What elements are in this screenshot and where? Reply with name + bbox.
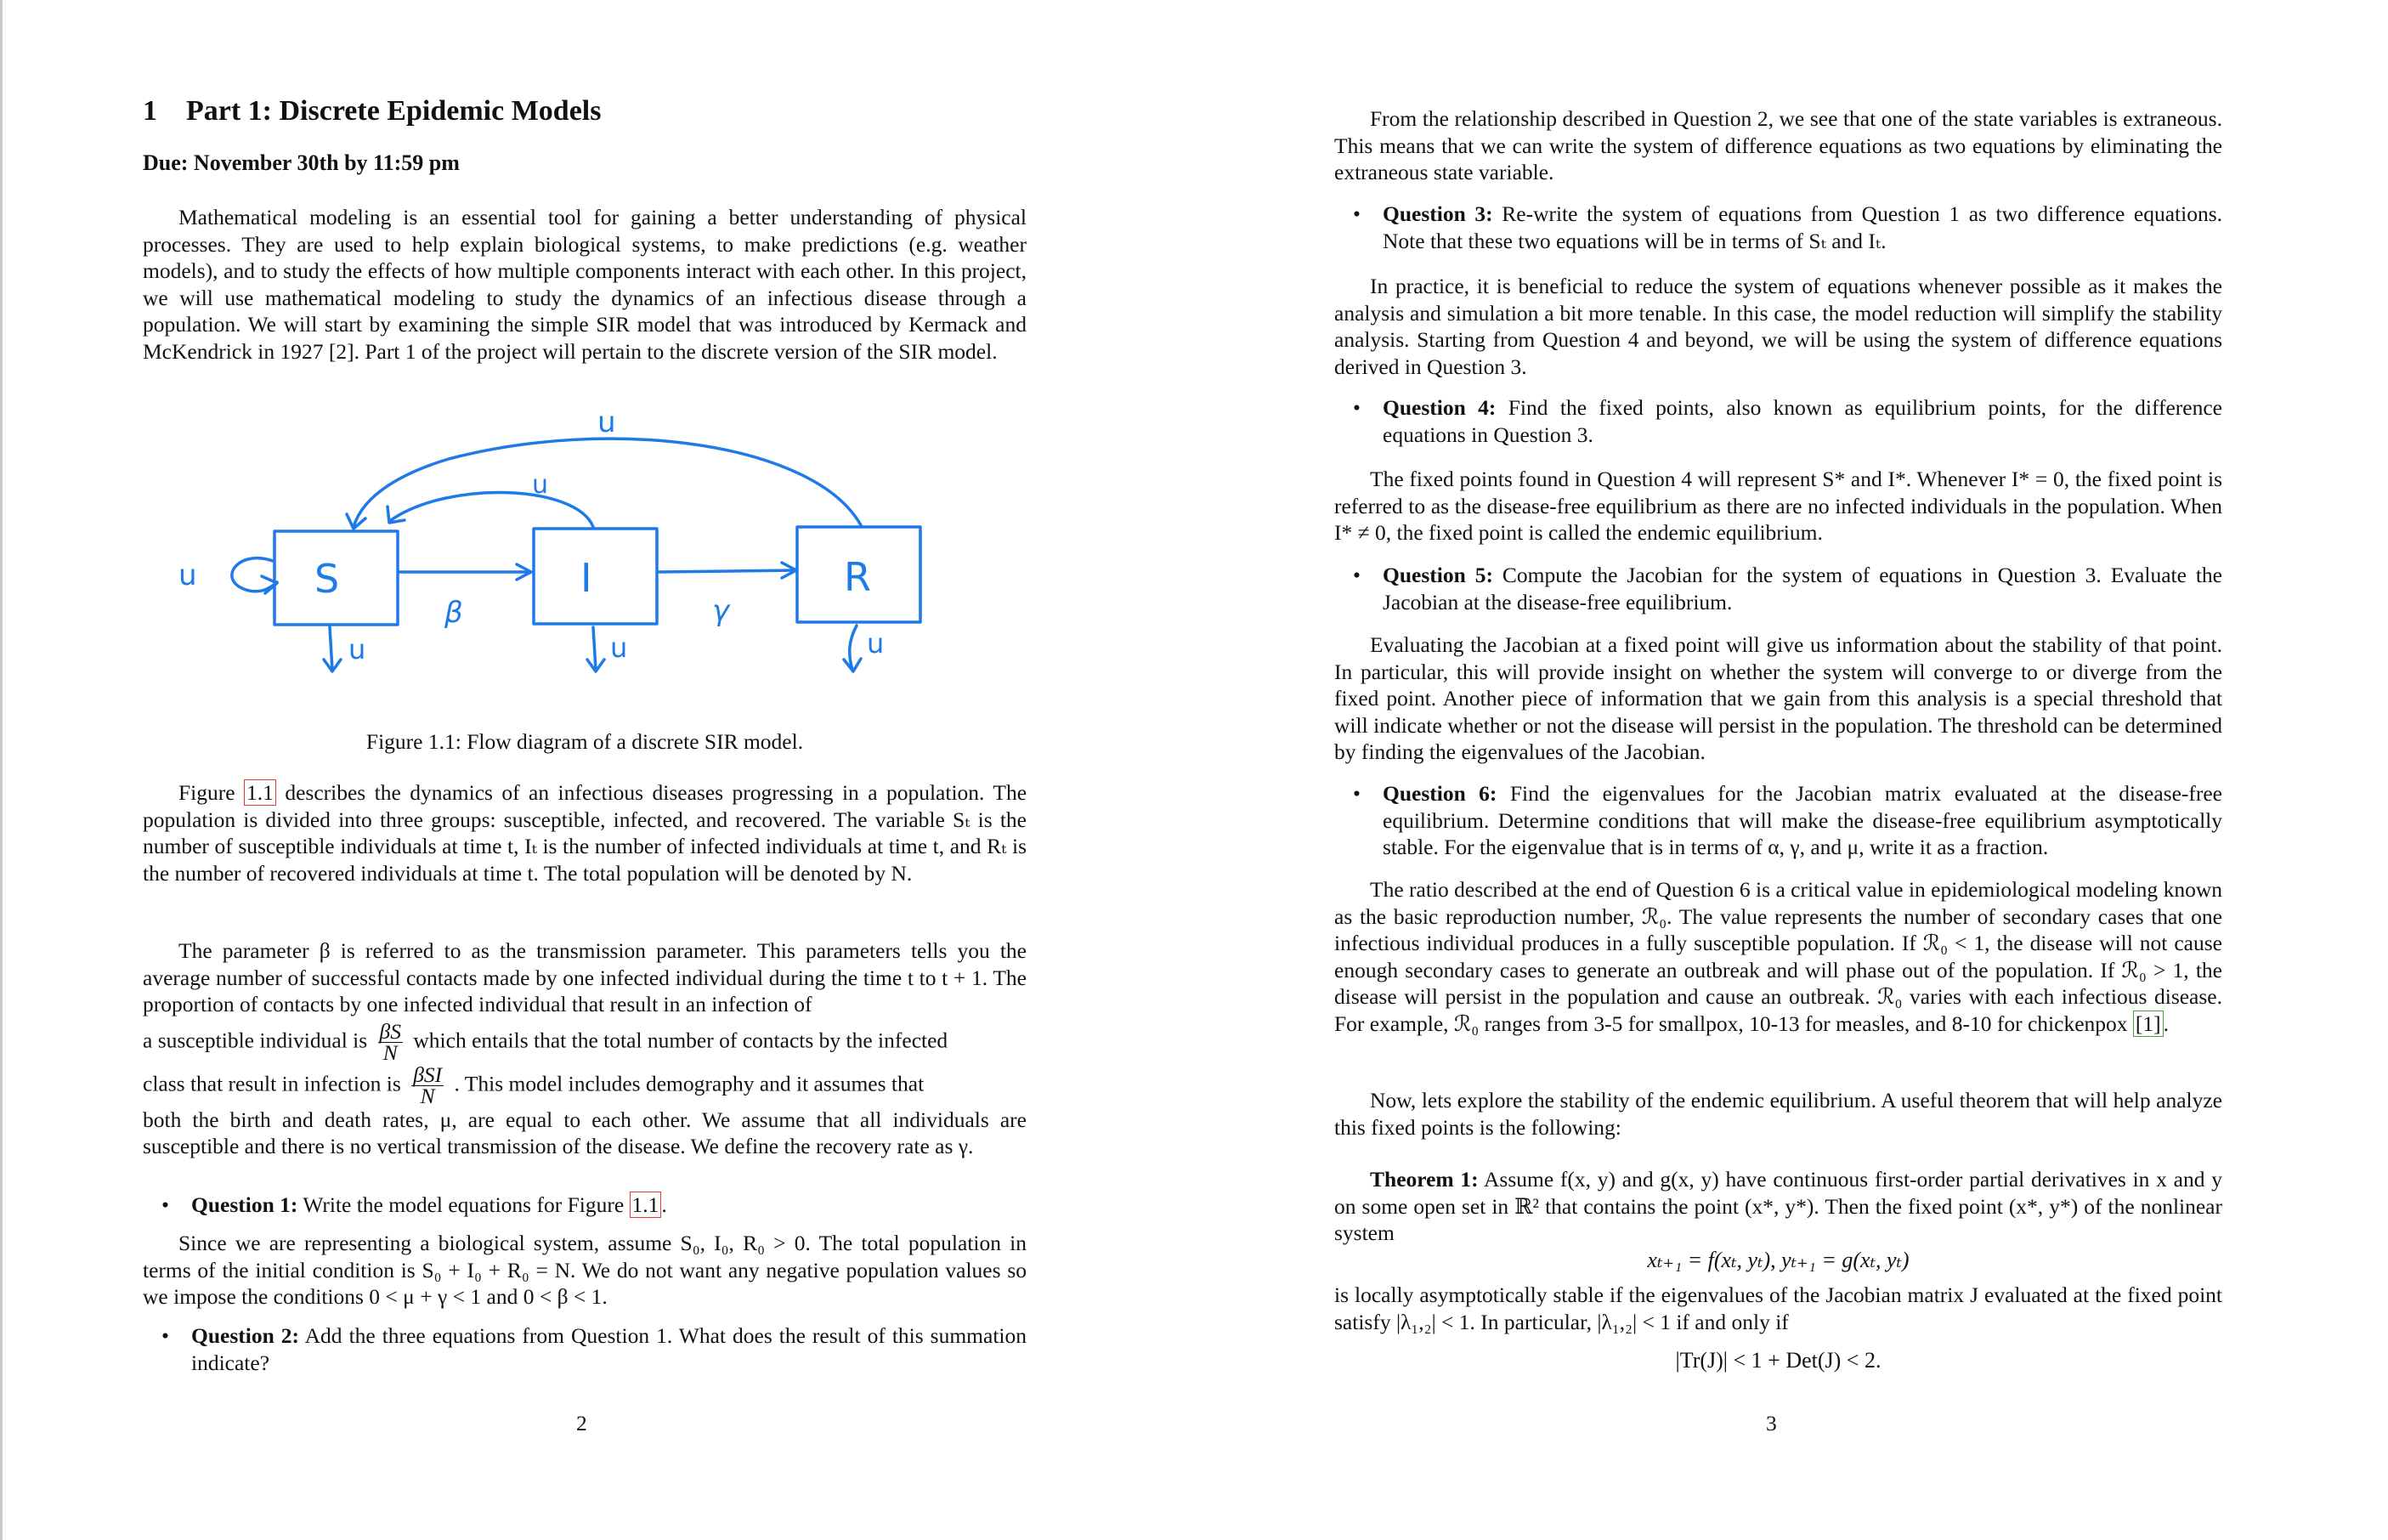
extraneous-paragraph: From the relationship described in Question 2, we see that one of the state variables is extraneous. This means that we can write the system of difference equations as two equations by eliminating the extraneous state variable.: [1334, 106, 2222, 184]
section-heading: [143, 95, 601, 127]
label-beta: β: [444, 596, 463, 630]
transmission-line-1: The parameter β is referred to as the transmission parameter. This parameters tells you the average number of successful contacts made by one infected individual during the time t to t + 1. The proportion of contacts by one infected individual that result in an infection of: [143, 938, 1027, 1016]
fixed-points-paragraph-block: [1334, 466, 2222, 546]
page-3: [1190, 0, 2388, 1540]
question-2: [143, 1322, 1027, 1376]
label-mu-mid: u: [532, 470, 549, 500]
stability-paragraph: is locally asymptotically stable if the eigenvalues of the Jacobian matrix J evaluated at the fixed point satisfy |λ₁,₂| < 1. In particular, |λ₁,₂| < 1 if and only if: [1334, 1282, 2222, 1334]
positivity-paragraph-block: [143, 1230, 1027, 1311]
q5-text: Compute the Jacobian for the system of equations in Question 3. Evaluate the Jacobian at the disease-free equilibrium.: [1383, 563, 2223, 614]
figure-ref-link[interactable]: 1.1: [244, 779, 276, 806]
citation-1-link[interactable]: [1]: [2133, 1011, 2164, 1037]
theorem-block: [1334, 1166, 2222, 1247]
q4-label: Question 4:: [1383, 395, 1497, 420]
label-s: S: [314, 556, 340, 602]
figure-description-text: describes the dynamics of an infectious diseases progressing in a population. The population is divided into three groups: susceptible, infected, and recovered. The variable Sₜ is the number of susceptible individuals at time t, Iₜ is the number of infected individuals at time t, and Rₜ is the number of recovered individuals at time t. The total population will be denoted by N.: [143, 780, 1027, 886]
intro-paragraph-block: [143, 204, 1027, 365]
figure-ref-prefix: Figure: [178, 780, 235, 805]
figure-description-block: [143, 779, 1027, 886]
theorem-paragraph: [1334, 1166, 2222, 1247]
question-4: [1334, 394, 2222, 448]
r0-text: The ratio described at the end of Question 6 is a critical value in epidemiological modeling known as the basic reproduction number, ℛ₀. The value represents the number of secondary cases that one infectious individual produces in a fully susceptible population. If ℛ₀ < 1, the disease will not cause enough secondary cases to generate an outbreak and will phase out of the population. If ℛ₀ > 1, the disease will persist in the population and cause an outbreak. ℛ₀ varies with each infectious disease. For example, ℛ₀ ranges from 3-5 for smallpox, 10-13 for measles, and 8-10 for chickenpox: [1334, 877, 2222, 1036]
q6-label: Question 6:: [1383, 781, 1497, 806]
box-i: [534, 529, 657, 624]
fraction-beta-s: [378, 1018, 403, 1065]
difference-system-equation: xₜ₊₁ = f(xₜ, yₜ), yₜ₊₁ = g(xₜ, yₜ): [1647, 1248, 1910, 1272]
frac1-numerator: βS: [379, 1018, 401, 1044]
section-title: Part 1: Discrete Epidemic Models: [186, 95, 602, 127]
label-mu-birth: u: [178, 558, 197, 592]
stability-paragraph-block: [1334, 1282, 2222, 1335]
bullet-dot: •: [161, 1192, 169, 1217]
bullet-dot: •: [1353, 395, 1361, 420]
jury-condition-equation: |Tr(J)| < 1 + Det(J) < 2.: [1675, 1348, 1882, 1373]
positivity-paragraph: Since we are representing a biological system, assume S₀, I₀, R₀ > 0. The total population in terms of the initial condition is S₀ + I₀ + R₀ = N. We do not want any negative population values so we impose the conditions 0 < μ + γ < 1 and 0 < β < 1.: [143, 1231, 1027, 1309]
question-3: [1334, 201, 2222, 254]
transmission-line-3: [143, 1062, 1027, 1108]
frac2-denominator: N: [420, 1083, 435, 1108]
transmission-paragraph: [143, 937, 1027, 1160]
q3-text: Re-write the system of equations from Question 1 as two difference equations. Note that these two equations will be in terms of Sₜ and Iₜ.: [1383, 201, 2222, 253]
question-5: [1334, 562, 2222, 615]
figure-caption: Figure 1.1: Flow diagram of a discrete SIR model.: [365, 729, 804, 754]
q3-label: Question 3:: [1383, 201, 1493, 226]
bullet-dot: •: [1353, 563, 1361, 587]
label-mu-top: u: [597, 405, 616, 439]
due-date: Due: November 30th by 11:59 pm: [143, 150, 460, 175]
fraction-beta-si: [411, 1062, 444, 1108]
q2-label: Question 2:: [191, 1323, 300, 1348]
theorem-text: Assume f(x, y) and g(x, y) have continuous first-order partial derivatives in x and y on some open set in ℝ² that contains the point (x*, y*). Then the fixed point (x*, y*) of the nonlinear system: [1334, 1167, 2222, 1245]
figure-description: [143, 779, 1027, 886]
question-6: [1334, 780, 2222, 861]
q5-label: Question 5:: [1383, 563, 1493, 587]
extraneous-paragraph-block: [1334, 105, 2222, 186]
endemic-paragraph-block: [1334, 1087, 2222, 1141]
intro-paragraph: Mathematical modeling is an essential tool for gaining a better understanding of physical processes. They are used to help explain biological systems, to make predictions (e.g. weather models), and to study the effects of how multiple components interact with each other. In this project, we will use mathematical modeling to study the dynamics of an infectious disease through a population. We will start by examining the simple SIR model that was introduced by Kermack and McKendrick in 1927 [2]. Part 1 of the project will pertain to the discrete version of the SIR model.: [143, 205, 1027, 364]
r0-paragraph: [1334, 876, 2222, 1037]
label-i: I: [580, 555, 592, 601]
bullet-dot: •: [161, 1323, 169, 1348]
transmission-line-4: both the birth and death rates, μ, are equal to each other. We assume that all individuals are susceptible and there is no vertical transmission of the disease. We define the recovery rate as γ.: [143, 1107, 1027, 1158]
page-2: [3, 0, 1188, 1540]
bullet-dot: •: [1353, 201, 1361, 226]
transmission-text-a: a susceptible individual is: [143, 1027, 368, 1052]
q4-text: Find the fixed points, also known as equilibrium points, for the difference equations in Question 3.: [1383, 395, 2222, 447]
q6-text: Find the eigenvalues for the Jacobian matrix evaluated at the disease-free equilibrium. Determine conditions that will make the disease-free equilibrium asymptotically stable. For the eigenvalue that is in terms of α, γ, and μ, write it as a fraction.: [1383, 781, 2222, 859]
q1-label: Question 1:: [191, 1192, 298, 1217]
label-mu-s: u: [348, 633, 366, 665]
r0-end: .: [2163, 1011, 2170, 1036]
jacobian-paragraph: Evaluating the Jacobian at a fixed point will give us information about the stability of that point. In particular, this will provide insight on whether the system will converge to or diverge from the fixed point. Another piece of information that we gain from this analysis is a special threshold that will indicate whether or not the disease will persist in the population. The threshold can be determined by finding the eigenvalues of the Jacobian.: [1334, 632, 2222, 764]
r0-paragraph-block: [1334, 876, 2222, 1037]
section-number: 1: [143, 95, 157, 127]
practice-paragraph: In practice, it is beneficial to reduce the system of equations whenever possible as it makes the analysis and simulation a bit more tenable. In this case, the model reduction will simplify the stability analysis. Starting from Question 4 and beyond, we will be using the system of difference equations derived in Question 3.: [1334, 274, 2222, 379]
sir-flow-diagram: [168, 399, 933, 688]
label-r: R: [844, 554, 871, 600]
label-gamma: γ: [712, 594, 730, 628]
q2-text: Add the three equations from Question 1. What does the result of this summation indicate?: [191, 1323, 1027, 1375]
endemic-paragraph: Now, lets explore the stability of the endemic equilibrium. A useful theorem that will help analyze this fixed points is the following:: [1334, 1088, 2222, 1140]
jacobian-paragraph-block: [1334, 631, 2222, 766]
label-mu-r: u: [867, 627, 885, 660]
q1-text: Write the model equations for Figure: [303, 1192, 625, 1217]
q1-figure-ref-link[interactable]: 1.1: [630, 1192, 662, 1218]
label-mu-i: u: [610, 631, 628, 664]
page-number: 2: [576, 1411, 587, 1435]
fixed-points-paragraph: The fixed points found in Question 4 will represent S* and I*. Whenever I* = 0, the fixed point is referred to as the disease-free equilibrium as there are no infected individuals in the population. When I* ≠ 0, the fixed point is called the endemic equilibrium.: [1334, 467, 2222, 545]
frac1-denominator: N: [382, 1039, 398, 1065]
practice-paragraph-block: [1334, 273, 2222, 380]
bullet-dot: •: [1353, 781, 1361, 806]
transmission-text-c: class that result in infection is: [143, 1070, 401, 1096]
transmission-text-b: which entails that the total number of contacts by the infected: [413, 1027, 948, 1052]
question-1: [143, 1192, 1027, 1219]
transmission-text-d: . This model includes demography and it assumes that: [454, 1070, 925, 1096]
q1-end: .: [661, 1192, 667, 1217]
page-number: 3: [1766, 1411, 1777, 1435]
frac2-numerator: βSI: [413, 1062, 443, 1087]
transmission-line-2: [143, 1018, 1027, 1065]
theorem-label: Theorem 1:: [1370, 1167, 1479, 1192]
